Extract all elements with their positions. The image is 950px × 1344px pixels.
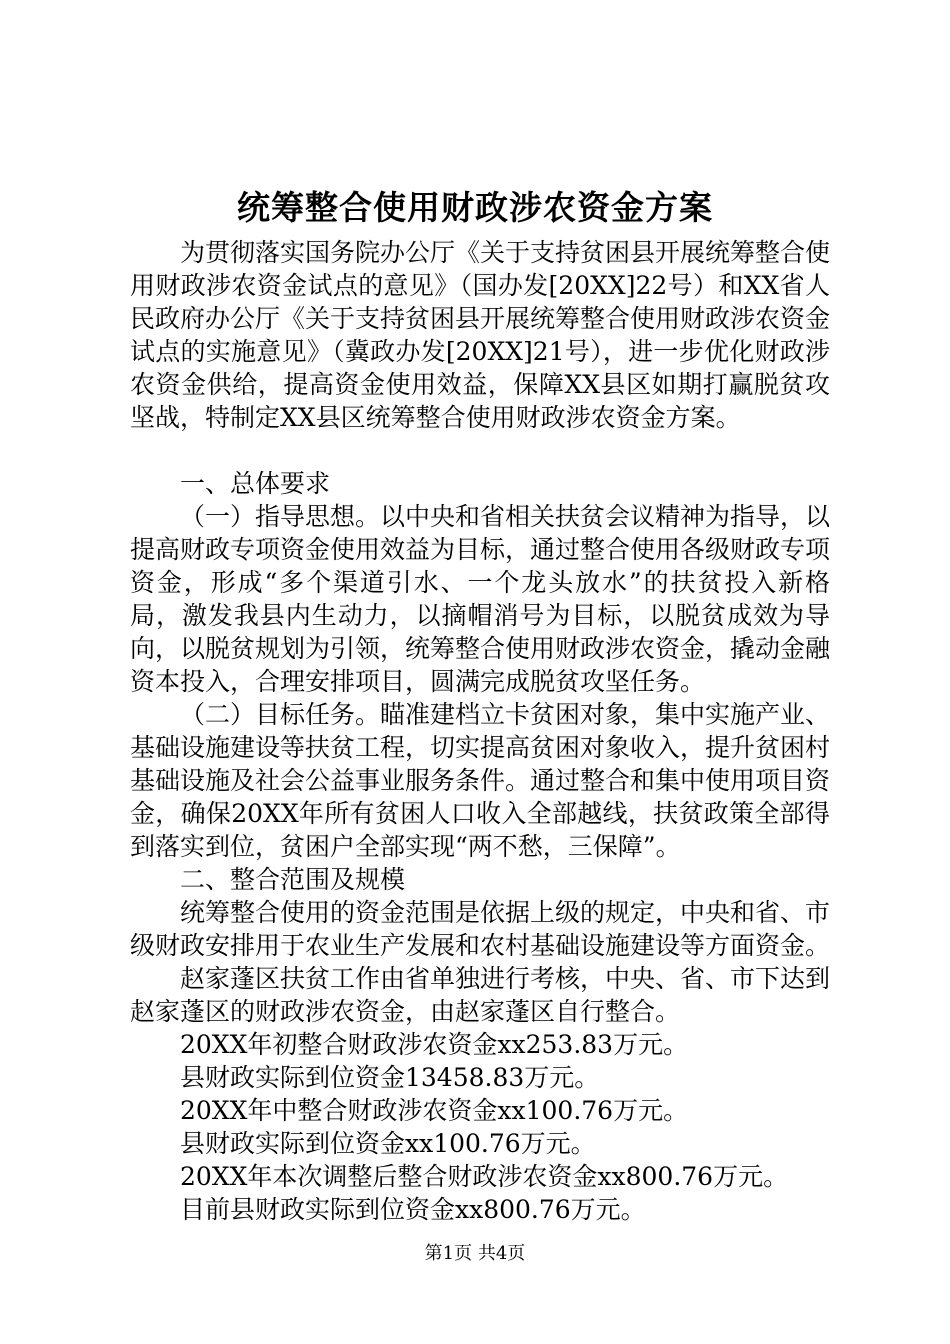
page-footer: 第1页 共4页 <box>424 1243 526 1264</box>
section1-paragraph-1: （一）指导思想。以中央和省相关扶贫会议精神为指导，以提高财政专项资金使用效益为目标，通过整合使用各级财政专项资金，形成“多个渠道引水、一个龙头放水”的扶贫投入新格局，激发我县内生动力，以摘帽消号为目标，以脱贫成效为导向，以脱贫规划为引领，统筹整合使用财政涉农资金，撬动金融资本投入，合理安排项目，圆满完成脱贫攻坚任务。 <box>130 502 831 696</box>
section2-heading: 二、整合范围及规模 <box>180 865 406 894</box>
blank-line <box>130 434 830 467</box>
document-body <box>130 236 830 1226</box>
fund-line-4: 县财政实际到位资金xx100.76万元。 <box>180 1129 596 1158</box>
section1-paragraph-2: （二）目标任务。瞄准建档立卡贫困对象，集中实施产业、基础设施建设等扶贫工程，切实提高贫困对象收入，提升贫困村基础设施及社会公益事业服务条件。通过整合和集中使用项目资金，确保20XX年所有贫困人口收入全部越线，扶贫政策全部得到落实到位，贫困户全部实现“两不愁，三保障”。 <box>130 700 831 861</box>
fund-line-6: 目前县财政实际到位资金xx800.76万元。 <box>180 1195 646 1224</box>
fund-line-2: 县财政实际到位资金13458.83万元。 <box>180 1063 600 1092</box>
fund-line-3: 20XX年中整合财政涉农资金xx100.76万元。 <box>180 1096 689 1125</box>
fund-line-5: 20XX年本次调整后整合财政涉农资金xx800.76万元。 <box>180 1162 789 1191</box>
fund-line-1: 20XX年初整合财政涉农资金xx253.83万元。 <box>180 1030 689 1059</box>
section2-paragraph-2: 赵家蓬区扶贫工作由省单独进行考核，中央、省、市下达到赵家蓬区的财政涉农资金，由赵家蓬区自行整合。 <box>130 964 831 1026</box>
document-title: 统筹整合使用财政涉农资金方案 <box>237 188 713 227</box>
intro-paragraph: 为贯彻落实国务院办公厅《关于支持贫困县开展统筹整合使用财政涉农资金试点的意见》（国办发[20XX]22号）和XX省人民政府办公厅《关于支持贫困县开展统筹整合使用财政涉农资金试点的实施意见》（冀政办发[20XX]21号），进一步优化财政涉农资金供给，提高资金使用效益，保障XX县区如期打赢脱贫攻坚战，特制定XX县区统筹整合使用财政涉农资金方案。 <box>130 238 831 432</box>
section2-paragraph-1: 统筹整合使用的资金范围是依据上级的规定，中央和省、市级财政安排用于农业生产发展和农村基础设施建设等方面资金。 <box>130 898 831 960</box>
section1-heading: 一、总体要求 <box>180 469 331 498</box>
